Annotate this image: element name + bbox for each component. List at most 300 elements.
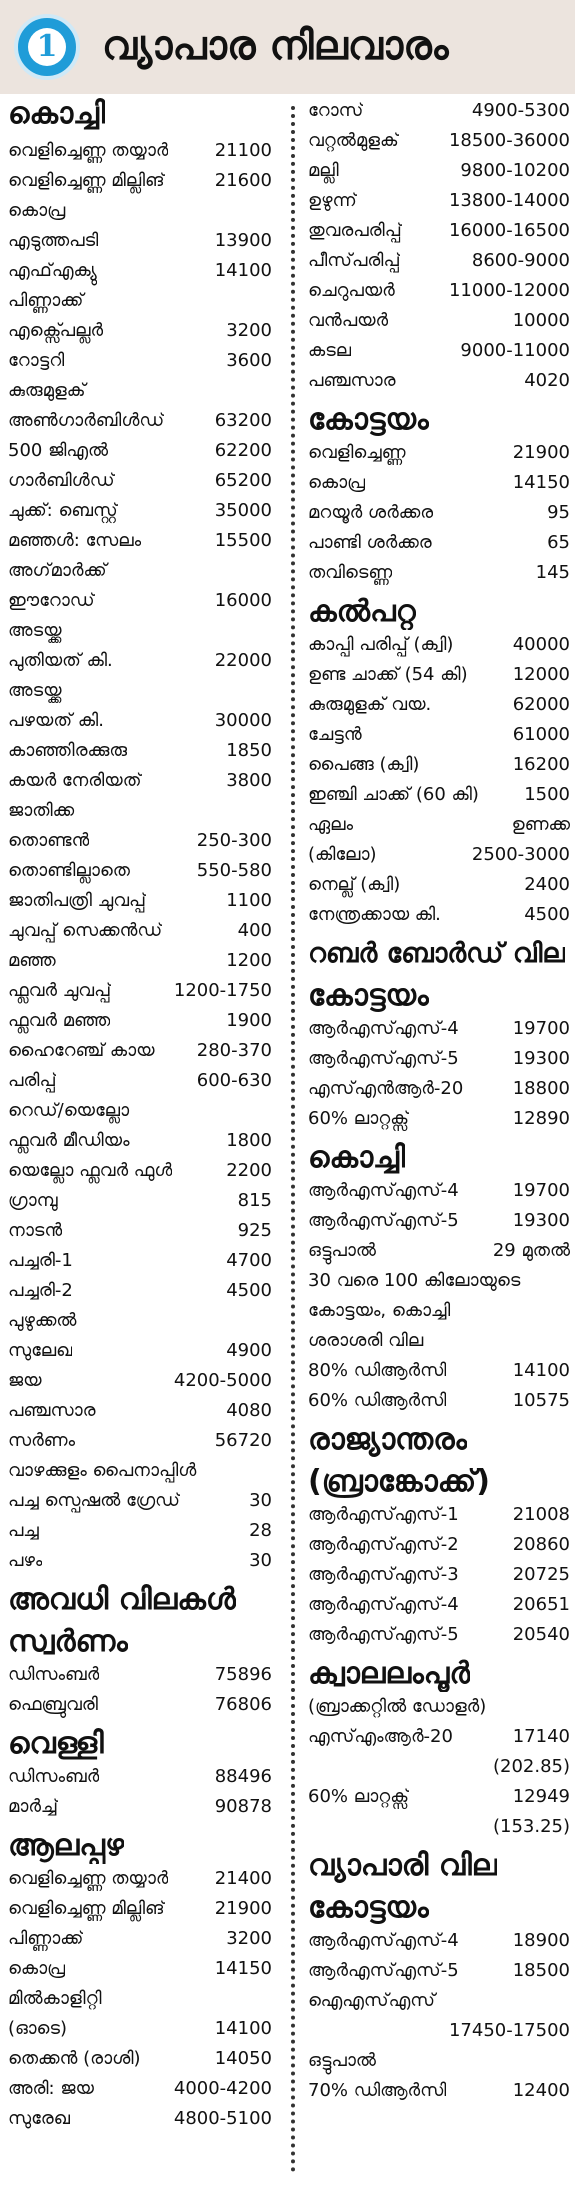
price-row [308, 306, 570, 336]
price-row [8, 166, 272, 196]
price-row [308, 1044, 570, 1074]
item-price: 21100 [214, 140, 272, 161]
item-price: 90878 [214, 1796, 272, 1817]
item-name: പച്ചരി-1 [8, 1250, 73, 1271]
price-row [8, 1126, 272, 1156]
item-price: 4080 [226, 1400, 272, 1421]
price-row [308, 810, 570, 840]
price-row [308, 366, 570, 396]
price-row [8, 826, 272, 856]
item-price: 16200 [512, 754, 570, 775]
item-name: ആർഎസ്എസ്-5 [308, 1960, 459, 1981]
price-row [308, 438, 570, 468]
price-row [308, 870, 570, 900]
item-price: 17140 [512, 1726, 570, 1747]
item-name: ചുക്ക്: ബെസ്റ്റ് [8, 500, 118, 521]
item-name: വെളിച്ചെണ്ണ തയ്യാർ [8, 140, 169, 161]
item-price: 62200 [214, 440, 272, 461]
price-row [8, 1036, 272, 1066]
item-price: 18800 [512, 1078, 570, 1099]
price-note: 17450-17500 [448, 2020, 570, 2041]
price-row [8, 1864, 272, 1894]
item-price: 30 [249, 1490, 272, 1511]
item-name: 500 ജിഎൽ [8, 440, 109, 461]
item-name: തെക്കൻ (രാശി) [8, 2048, 141, 2069]
item-price: 1100 [226, 890, 272, 911]
item-price: 22000 [214, 650, 272, 671]
item-price: 400 [237, 920, 272, 941]
item-price: 9800-10200 [460, 160, 570, 181]
section-heading: കൊച്ചി [8, 96, 106, 131]
item-price: 4700 [226, 1250, 272, 1271]
section-heading: കോട്ടയം [308, 978, 429, 1013]
item-label: ജാതിക്ക [8, 800, 75, 821]
item-price: 4200-5000 [173, 1370, 272, 1391]
item-price: 925 [237, 1220, 272, 1241]
section-heading: കൽപറ്റ [308, 594, 416, 629]
price-row [308, 1206, 570, 1236]
item-price: 76806 [214, 1694, 272, 1715]
item-price: 30000 [214, 710, 272, 731]
price-row [8, 1396, 272, 1426]
item-name: നാടൻ [8, 1220, 63, 1241]
item-label: അടയ്ക്ക [8, 680, 62, 701]
item-name: ചുവപ്പ് സെക്കൻഡ് [8, 920, 163, 941]
item-name: കൊപ്ര [8, 1958, 66, 1979]
item-name: പച്ച സ്പെഷൽ ഗ്രേഡ് [8, 1490, 180, 1511]
item-price: 63200 [214, 410, 272, 431]
item-price: 815 [237, 1190, 272, 1211]
item-price: 4900 [226, 1340, 272, 1361]
item-name: ചേട്ടൻ [308, 724, 362, 745]
item-name: ജയ [8, 1370, 42, 1391]
price-row [8, 1924, 272, 1954]
item-name: ഗ്രാമ്പു [8, 1190, 58, 1211]
price-row [308, 1104, 570, 1134]
price-row [8, 436, 272, 466]
price-row [8, 1894, 272, 1924]
item-price: 28 [249, 1520, 272, 1541]
item-name: പിണ്ണാക്ക് [8, 1928, 84, 1949]
item-name: നെല്ല് (ക്വി) [308, 874, 401, 895]
price-row [8, 316, 272, 346]
item-name: തൊണ്ടില്ലാതെ [8, 860, 130, 881]
item-price: 65 [547, 532, 570, 553]
item-price: 12000 [512, 664, 570, 685]
item-label: പുഴുക്കൽ [8, 1310, 77, 1331]
item-price: 1850 [226, 740, 272, 761]
price-row [308, 1722, 570, 1752]
price-row [308, 690, 570, 720]
item-name: മഞ്ഞ [8, 950, 56, 971]
item-label: കുരുമുളക് [8, 380, 86, 401]
item-price: 18900 [512, 1930, 570, 1951]
item-label: ശരാശരി വില [308, 1330, 424, 1351]
item-name: ഉണ്ട ചാക്ക് (54 കി) [308, 664, 468, 685]
item-name: പാണ്ടി ശർക്കര [308, 532, 432, 553]
item-name: 60% ലാറ്റക്സ് [308, 1786, 410, 1807]
item-name: യെല്ലോ ഫ്ലവർ ഫുൾ [8, 1160, 173, 1181]
item-name: സുലേഖ [8, 1340, 73, 1361]
price-row [8, 1216, 272, 1246]
item-name: ഏലം [308, 814, 354, 835]
item-name: ഫ്ലവർ മഞ്ഞ [8, 1010, 111, 1031]
section-heading: കോട്ടയം [308, 402, 429, 437]
item-price: 14150 [214, 1958, 272, 1979]
item-price: 21900 [512, 442, 570, 463]
item-name: 60% ലാറ്റക്സ് [308, 1108, 410, 1129]
item-name: ഉഴുന്ന് [308, 190, 357, 211]
price-row [308, 1500, 570, 1530]
item-name: എസ്എൻആർ-20 [308, 1078, 464, 1099]
price-row [8, 406, 272, 436]
item-name: റോസ് [308, 100, 364, 121]
item-name: പൈങ്ങ (ക്വി) [308, 754, 420, 775]
item-price: 4500 [524, 904, 570, 925]
item-price: 21600 [214, 170, 272, 191]
price-row [8, 1276, 272, 1306]
price-row [308, 156, 570, 186]
price-row [8, 2104, 272, 2134]
badge-number: 1 [28, 28, 66, 66]
item-name: പുതിയത് കി. [8, 650, 113, 671]
item-name: ആർഎസ്എസ്-4 [308, 1018, 459, 1039]
price-row [8, 2044, 272, 2074]
item-name: കയർ നേരിയത് [8, 770, 142, 791]
item-price: 3800 [226, 770, 272, 791]
section-heading: ക്വാലലംപൂർ [308, 1656, 471, 1691]
price-row [308, 630, 570, 660]
price-row [8, 856, 272, 886]
price-row [308, 660, 570, 690]
price-row [308, 246, 570, 276]
item-name: (കിലോ) [308, 844, 377, 865]
item-label: മിൽകാളിറ്റി [8, 1988, 102, 2009]
item-price: 250-300 [196, 830, 272, 851]
item-label: ഒട്ടുപാൽ [308, 2050, 376, 2071]
item-price: ഉണക്ക [511, 814, 570, 835]
item-label: പിണ്ണാക്ക് [8, 290, 84, 311]
price-row [308, 186, 570, 216]
price-row [308, 1926, 570, 1956]
item-name: പീസ്‌പരിപ്പ് [308, 250, 401, 271]
item-name: കാപ്പി പരിപ്പ് (ക്വി) [308, 634, 454, 655]
item-name: 80% ഡിആർസി [308, 1360, 447, 1381]
item-price: 145 [535, 562, 570, 583]
item-label: ഐഎസ്എസ് [308, 1990, 435, 2011]
item-price: 18500-36000 [448, 130, 570, 151]
item-price: 14100 [214, 2018, 272, 2039]
item-name: പരിപ്പ് [8, 1070, 57, 1091]
section-number-badge [14, 14, 80, 80]
item-price: 75896 [214, 1664, 272, 1685]
item-name: കാഞ്ഞിരക്കുരു [8, 740, 128, 761]
price-row [308, 900, 570, 930]
price-row [8, 1660, 272, 1690]
item-name: ചെറുപയർ [308, 280, 395, 301]
item-price: 29 മുതൽ [492, 1240, 570, 1261]
price-row [8, 1156, 272, 1186]
item-price: 3200 [226, 320, 272, 341]
item-name: തൊണ്ടൻ [8, 830, 90, 851]
page-title: വ്യാപാര നിലവാരം [102, 23, 449, 69]
item-name: ഫെബ്രുവരി [8, 1694, 98, 1715]
item-price: 1900 [226, 1010, 272, 1031]
item-price: 1200-1750 [173, 980, 272, 1001]
item-name: ഡിസംബർ [8, 1766, 100, 1787]
item-price: 20725 [512, 1564, 570, 1585]
item-name: വെളിച്ചെണ്ണ [308, 442, 406, 463]
item-name: പഴയത് കി. [8, 710, 104, 731]
price-row [308, 720, 570, 750]
item-name: പഞ്ചസാര [8, 1400, 96, 1421]
item-price: 4900-5300 [471, 100, 570, 121]
item-name: തവിടെണ്ണ [308, 562, 393, 583]
item-price: 56720 [214, 1430, 272, 1451]
item-name: എഫ്എക്യു [8, 260, 97, 281]
price-row [308, 2076, 570, 2106]
price-row [8, 1426, 272, 1456]
price-row [308, 840, 570, 870]
price-row [8, 1792, 272, 1822]
item-name: ഡിസംബർ [8, 1664, 100, 1685]
price-note: (202.85) [492, 1756, 570, 1777]
item-name: 60% ഡിആർസി [308, 1390, 447, 1411]
item-price: 12949 [512, 1786, 570, 1807]
price-row [8, 736, 272, 766]
item-price: 18500 [512, 1960, 570, 1981]
price-row [8, 886, 272, 916]
item-name: ഫ്ലവർ മീഡിയം [8, 1130, 130, 1151]
item-price: 10575 [512, 1390, 570, 1411]
item-price: 19300 [512, 1210, 570, 1231]
item-name: ഫ്ലവർ ചുവപ്പ് [8, 980, 112, 1001]
item-price: 9000-11000 [460, 340, 570, 361]
item-name: തുവരപരിപ്പ് [308, 220, 402, 241]
price-row [308, 558, 570, 588]
item-name: പഴം [8, 1550, 43, 1571]
price-row [308, 276, 570, 306]
item-label: കൊപ്ര [8, 200, 66, 221]
item-price: 3600 [226, 350, 272, 371]
item-name: പച്ച [8, 1520, 39, 1541]
item-name: കൊപ്ര [308, 472, 366, 493]
item-price: 10000 [512, 310, 570, 331]
price-row [308, 468, 570, 498]
price-row [308, 1590, 570, 1620]
item-price: 19300 [512, 1048, 570, 1069]
item-name: വറ്റൽമുളക് [308, 130, 399, 151]
price-row [308, 126, 570, 156]
item-name: (ഓടെ) [8, 2018, 68, 2039]
price-row [8, 256, 272, 286]
item-price: 550-580 [196, 860, 272, 881]
price-row [8, 1006, 272, 1036]
price-row [308, 1236, 570, 1266]
section-heading: കോട്ടയം [308, 1890, 429, 1925]
price-row [308, 1176, 570, 1206]
price-row [308, 1620, 570, 1650]
price-row [308, 1560, 570, 1590]
item-name: ആർഎസ്എസ്-4 [308, 1180, 459, 1201]
header-bar [0, 0, 575, 94]
price-row [8, 1186, 272, 1216]
price-row [8, 1246, 272, 1276]
item-name: മാർച്ച് [8, 1796, 59, 1817]
price-row [8, 706, 272, 736]
item-price: 20860 [512, 1534, 570, 1555]
price-row [8, 346, 272, 376]
item-price: 4020 [524, 370, 570, 391]
item-price: 4800-5100 [173, 2108, 272, 2129]
price-row [8, 766, 272, 796]
price-row [8, 916, 272, 946]
price-row [8, 976, 272, 1006]
item-name: ആർഎസ്എസ്-5 [308, 1048, 459, 1069]
item-name: ആർഎസ്എസ്-2 [308, 1534, 459, 1555]
item-name: ആർഎസ്എസ്-5 [308, 1210, 459, 1231]
item-name: ഒട്ടുപാൽ [308, 1240, 376, 1261]
item-price: 40000 [512, 634, 570, 655]
price-row [308, 1014, 570, 1044]
item-name: വെളിച്ചെണ്ണ മില്ലിങ് [8, 170, 165, 191]
price-row [8, 2014, 272, 2044]
section-heading: വ്യാപാരി വില [308, 1848, 498, 1883]
item-price: 88496 [214, 1766, 272, 1787]
item-price: 11000-12000 [448, 280, 570, 301]
price-row [308, 96, 570, 126]
item-label: (ബ്രാക്കറ്റിൽ ഡോളർ) [308, 1696, 487, 1717]
price-row [308, 1074, 570, 1104]
item-price: 14100 [512, 1360, 570, 1381]
price-row [8, 1690, 272, 1720]
item-name: ഈറോഡ് [8, 590, 95, 611]
price-row [8, 1366, 272, 1396]
item-price: 13900 [214, 230, 272, 251]
item-name: കുരുമുളക് വയ. [308, 694, 432, 715]
price-row [308, 498, 570, 528]
price-row [308, 336, 570, 366]
item-price: 16000 [214, 590, 272, 611]
item-name: ആർഎസ്എസ്-5 [308, 1624, 459, 1645]
item-price: 30 [249, 1550, 272, 1571]
item-price: 2200 [226, 1160, 272, 1181]
price-row [8, 646, 272, 676]
item-name: മല്ലി [308, 160, 339, 181]
item-price: 1800 [226, 1130, 272, 1151]
price-row [8, 1516, 272, 1546]
item-price: 14150 [512, 472, 570, 493]
item-price: 95 [547, 502, 570, 523]
price-row [8, 1336, 272, 1366]
item-price: 21400 [214, 1868, 272, 1889]
price-row [8, 586, 272, 616]
item-price: 14050 [214, 2048, 272, 2069]
item-name: സർണം [8, 1430, 76, 1451]
price-row [308, 528, 570, 558]
item-name: അരി: ജയ [8, 2078, 94, 2099]
item-price: 12890 [512, 1108, 570, 1129]
item-name: ഹൈറേഞ്ച് കായ [8, 1040, 155, 1061]
price-row [8, 1486, 272, 1516]
item-name: ആർഎസ്എസ്-3 [308, 1564, 459, 1585]
price-row [8, 1066, 272, 1096]
price-row [308, 750, 570, 780]
item-name: ഗാർബിൾഡ് [8, 470, 115, 491]
item-name: അൺഗാർബിൾഡ് [8, 410, 165, 431]
item-name: മഞ്ഞൾ: സേലം [8, 530, 142, 551]
item-name: റോട്ടറി [8, 350, 65, 371]
item-price: 65200 [214, 470, 272, 491]
item-price: 21900 [214, 1898, 272, 1919]
item-price: 19700 [512, 1180, 570, 1201]
item-name: നേന്ത്രക്കായ കി. [308, 904, 441, 925]
item-name: ആർഎസ്എസ്-1 [308, 1504, 459, 1525]
price-row [308, 216, 570, 246]
price-row [308, 1356, 570, 1386]
item-name: എസ്എംആർ-20 [308, 1726, 453, 1747]
price-row [8, 1954, 272, 1984]
item-price: 280-370 [196, 1040, 272, 1061]
item-label: വാഴക്കുളം പൈനാപ്പിൾ [8, 1460, 197, 1481]
section-heading: റബർ ബോർഡ് വില [308, 938, 566, 969]
item-price: 15500 [214, 530, 272, 551]
item-price: 3200 [226, 1928, 272, 1949]
item-price: 35000 [214, 500, 272, 521]
price-row [308, 1782, 570, 1812]
item-price: 4000-4200 [173, 2078, 272, 2099]
price-row [308, 1530, 570, 1560]
item-price: 62000 [512, 694, 570, 715]
price-row [308, 1386, 570, 1416]
item-name: ജാതിപത്രി ചുവപ്പ് [8, 890, 147, 911]
item-price: 2400 [524, 874, 570, 895]
item-name: എക്സ്പെല്ലർ [8, 320, 104, 341]
item-name: പഞ്ചസാര [308, 370, 396, 391]
item-price: 20540 [512, 1624, 570, 1645]
item-price: 600-630 [196, 1070, 272, 1091]
item-price: 13800-14000 [448, 190, 570, 211]
item-price: 14100 [214, 260, 272, 281]
section-heading: രാജ്യാന്തരം [308, 1422, 468, 1457]
item-price: 21008 [512, 1504, 570, 1525]
price-row [308, 780, 570, 810]
item-label: കോട്ടയം, കൊച്ചി [308, 1300, 451, 1321]
item-name: ഇഞ്ചി ചാക്ക് (60 കി) [308, 784, 479, 805]
item-price: 8600-9000 [471, 250, 570, 271]
price-row [8, 2074, 272, 2104]
section-heading: അവധി വിലകൾ [8, 1582, 236, 1617]
price-row [8, 466, 272, 496]
item-name: ആർഎസ്എസ്-4 [308, 1930, 459, 1951]
column-divider [291, 106, 295, 2174]
item-name: പച്ചരി-2 [8, 1280, 73, 1301]
item-name: 70% ഡിആർസി [308, 2080, 447, 2101]
item-price: 19700 [512, 1018, 570, 1039]
item-label: അഗ്‌മാർക്ക് [8, 560, 107, 581]
item-price: 1200 [226, 950, 272, 971]
item-name: മറയൂർ ശർക്കര [308, 502, 434, 523]
section-heading: സ്വർണം [8, 1624, 128, 1659]
item-name: സുരേഖ [8, 2108, 70, 2129]
price-row [308, 1956, 570, 1986]
item-name: കടല [308, 340, 352, 361]
item-name: വെളിച്ചെണ്ണ മില്ലിങ് [8, 1898, 165, 1919]
section-heading: കൊച്ചി [308, 1140, 406, 1175]
price-row [8, 226, 272, 256]
item-name: വെളിച്ചെണ്ണ തയ്യാർ [8, 1868, 169, 1889]
price-row [8, 496, 272, 526]
